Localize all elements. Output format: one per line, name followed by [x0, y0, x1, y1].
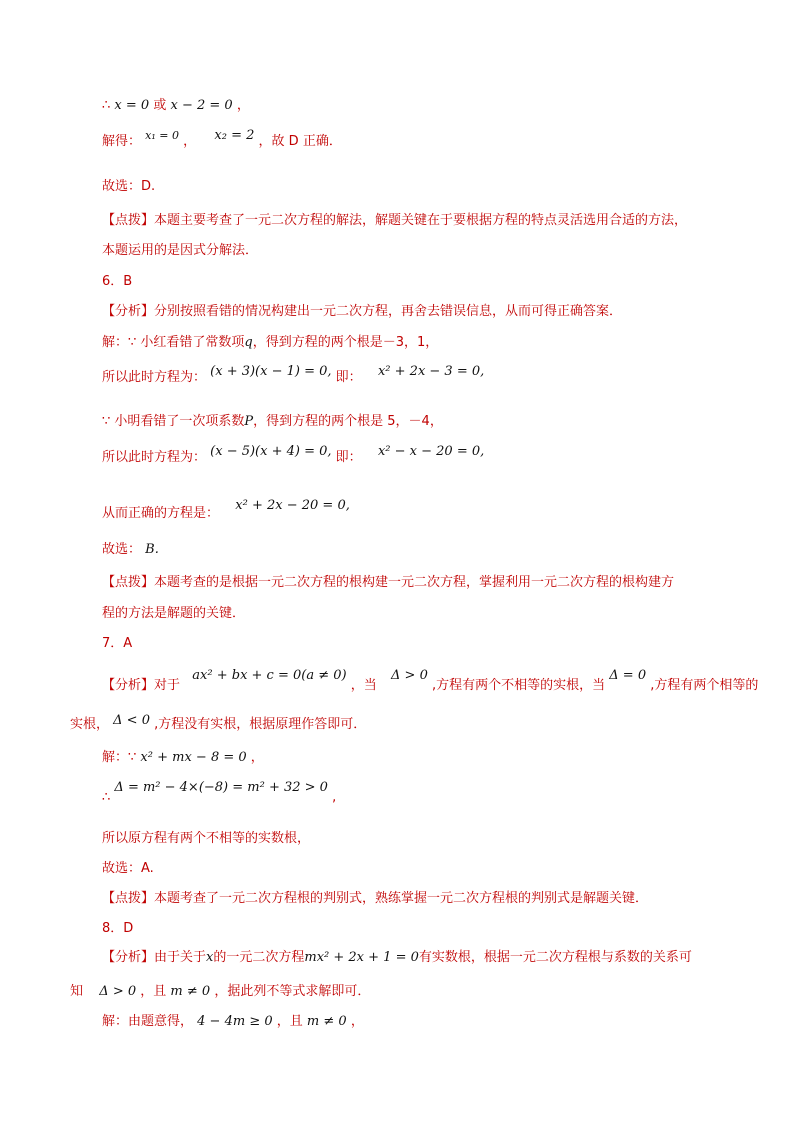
xiaoming-text: ∵ 小明看错了一次项系数 [102, 414, 245, 429]
line-equation-6a [102, 362, 485, 385]
line-xiaohong [102, 333, 438, 353]
has-real-roots-text: 有实数根，根据一元二次方程根与系数的关系可 [418, 950, 692, 965]
line-comment-6a: 【点拨】本题考查的是根据一元二次方程的根构建一元二次方程，掌握利用一元二次方程的根构建方 [102, 575, 675, 590]
line-solution-8 [102, 1012, 364, 1032]
discriminant-negative: Δ < 0 [113, 713, 150, 728]
line-analysis-7b [70, 715, 366, 735]
comma: ， [350, 1014, 364, 1029]
two-equal-roots-text: ,方程有两个相等的 [650, 678, 759, 693]
line-comment-6b: 程的方法是解题的关键． [102, 606, 246, 621]
line-therefore-roots [102, 96, 250, 116]
line-solution-roots [102, 128, 342, 152]
when-text: ，当 [350, 678, 377, 693]
line-solution-7b [102, 778, 337, 805]
line-xiaoming [102, 412, 443, 432]
m-nonzero-2: m ≠ 0 [306, 1014, 347, 1029]
discriminant-positive: Δ > 0 [391, 668, 428, 683]
xiaohong-roots-text: ，得到方程的两个根是－3，1， [252, 335, 439, 350]
answer-label: 故选： [102, 542, 142, 557]
know-text: 知 [70, 984, 84, 999]
inequality-8: 4 − 4m ≥ 0 [197, 1014, 273, 1029]
expanded-equation-1: x² + 2x − 3 = 0, [377, 364, 485, 379]
question-6-heading: 6．B [102, 274, 133, 289]
line-comment-5a: 【点拨】本题主要考查了一元二次方程的解法，解题关键在于要根据方程的特点灵活选用合适的方法， [102, 213, 688, 228]
line-comment-7: 【点拨】本题考查了一元二次方程根的判别式，熟练掌握一元二次方程根的判别式是解题关键． [102, 891, 649, 906]
line-answer-a: 故选：A. [102, 861, 154, 876]
correct-equation-label: 从而正确的方程是： [102, 506, 220, 521]
discriminant-calculation: Δ = m² − 4×(−8) = m² + 32 > 0 [114, 780, 328, 795]
general-quadratic: ax² + bx + c = 0(a ≠ 0) [192, 668, 347, 683]
line-equation-6b [102, 442, 485, 465]
root-x1: x₁ = 0 [145, 129, 179, 142]
root-x2: x₂ = 2 [214, 128, 255, 143]
line-analysis-6: 【分析】分别按照看错的情况构建出一元二次方程，再舍去错误信息，从而可得正确答案． [102, 304, 623, 319]
line-answer-d: 故选：D. [102, 179, 156, 194]
var-p: P [244, 414, 254, 429]
no-real-roots-text: ,方程没有实根，根据原理作答即可． [154, 717, 367, 732]
var-x: x [206, 950, 214, 965]
therefore-symbol: ∴ [102, 790, 111, 805]
two-distinct-roots-text: ,方程有两个不相等的实根，当 [432, 678, 606, 693]
equation-label: 所以此时方程为： [102, 450, 207, 465]
answer-b: B. [145, 542, 159, 557]
equation-label: 所以此时方程为： [102, 370, 207, 385]
or-text: 或 [153, 98, 167, 113]
equation-x-zero: x = 0 [114, 98, 150, 113]
line-analysis-8b [70, 982, 370, 1002]
real-roots-text: 实根， [70, 717, 110, 732]
question-7-heading: 7．A [102, 636, 133, 651]
var-q: q [244, 335, 253, 350]
comma: , [332, 790, 337, 805]
solution-label: 解：∵ [102, 750, 137, 765]
analysis-label: 【分析】由于关于 [102, 950, 207, 965]
xiaohong-text: 解：∵ 小红看错了常数项 [102, 335, 245, 350]
equation-7: x² + mx − 8 = 0 [140, 750, 247, 765]
correct-equation: x² + 2x − 20 = 0, [235, 498, 350, 513]
solve-label: 解得： [102, 134, 142, 149]
namely-text: 即： [335, 370, 362, 385]
m-nonzero: m ≠ 0 [170, 984, 211, 999]
and-text: ，且 [140, 984, 167, 999]
comma: ， [236, 98, 250, 113]
factored-equation-1: (x + 3)(x − 1) = 0, [210, 364, 332, 379]
line-comment-5b: 本题运用的是因式分解法． [102, 243, 259, 258]
analysis-label: 【分析】对于 [102, 678, 181, 693]
comma: ， [250, 750, 264, 765]
question-8-heading: 8．D [102, 921, 134, 936]
line-analysis-8a [102, 948, 692, 968]
and-text: ，且 [276, 1014, 303, 1029]
namely-text: 即： [335, 450, 362, 465]
line-analysis-7a [102, 666, 759, 693]
expanded-equation-2: x² − x − 20 = 0, [377, 444, 485, 459]
conclusion-text: ，故 D 正确． [258, 134, 342, 149]
inequality-text: ，据此列不等式求解即可． [214, 984, 371, 999]
line-answer-b [102, 540, 159, 560]
comma: ， [183, 134, 197, 149]
discriminant-condition: Δ > 0 [99, 984, 137, 999]
line-solution-7a [102, 748, 264, 768]
line-conclusion-7: 所以原方程有两个不相等的实数根， [102, 831, 311, 846]
line-correct-equation [102, 496, 350, 521]
quadratic-text: 的一元二次方程 [213, 950, 305, 965]
solution-label: 解：由题意得， [102, 1014, 194, 1029]
factored-equation-2: (x − 5)(x + 4) = 0, [210, 444, 332, 459]
therefore-symbol: ∴ [102, 98, 111, 113]
equation-8: mx² + 2x + 1 = 0 [304, 950, 419, 965]
discriminant-zero: Δ = 0 [609, 668, 647, 683]
xiaoming-roots-text: ，得到方程的两个根是 5，－4， [253, 414, 443, 429]
equation-x-minus-2: x − 2 = 0 [170, 98, 233, 113]
